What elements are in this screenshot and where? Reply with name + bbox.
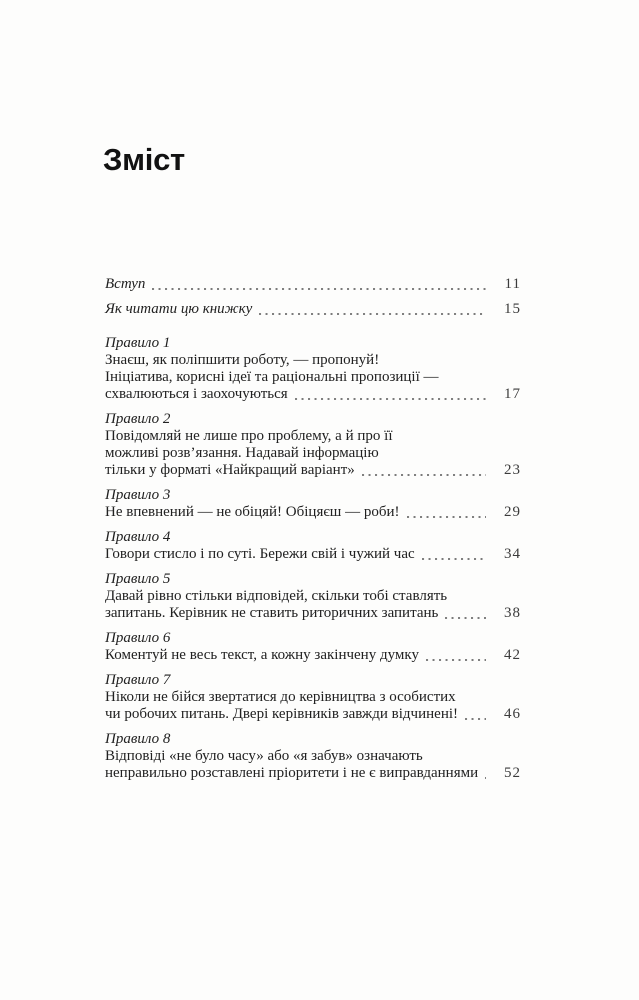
rule-description-line: Повідомляй не лише про проблему, а й про її	[105, 428, 393, 444]
toc-row	[105, 301, 521, 318]
rule-description-line: можливі розв’язання. Надавай інформацію	[105, 445, 379, 461]
page-number: 52	[504, 765, 521, 781]
toc-row	[105, 386, 521, 403]
rule-heading: Правило 5	[105, 571, 171, 587]
page-number: 17	[504, 386, 521, 402]
rule-description-line: Знаєш, як поліпшити роботу, — пропонуй!	[105, 352, 380, 368]
toc-entry-title: Як читати цю книжку	[105, 301, 253, 317]
toc-entry-rule-4	[105, 529, 521, 563]
toc-row	[105, 462, 521, 479]
rule-description-line: Ніколи не бійся звертатися до керівництва з особистих	[105, 689, 456, 705]
toc-entry-rule-2	[105, 411, 521, 479]
toc-row	[105, 706, 521, 723]
dot-leader	[438, 621, 491, 622]
page-number: 23	[504, 462, 521, 478]
rule-heading: Правило 8	[105, 731, 171, 747]
rule-description-line: запитань. Керівник не ставить риторичних запитань	[105, 605, 439, 621]
rule-description-line: Коментуй не весь текст, а кожну закінчену думку	[105, 647, 419, 663]
toc-entry-rule-5	[105, 571, 521, 622]
rule-description-line: Давай рівно стільки відповідей, скільки тобі ставлять	[105, 588, 448, 604]
toc-row	[105, 504, 521, 521]
rule-description-line: Не впевнений — не обіцяй! Обіцяєш — роби!	[105, 504, 400, 520]
toc-row	[105, 276, 521, 293]
toc-entry-vstup	[105, 276, 521, 293]
dot-leader	[478, 781, 491, 782]
rule-heading: Правило 6	[105, 630, 171, 646]
rule-heading: Правило 1	[105, 335, 171, 351]
dot-leader	[252, 317, 491, 318]
toc-entry-rule-8	[105, 731, 521, 782]
dot-leader	[288, 402, 491, 403]
rule-description-line: Відповіді «не було часу» або «я забув» означають	[105, 748, 423, 764]
rule-description-line: чи робочих питань. Двері керівників завжди відчинені!	[105, 706, 459, 722]
rule-description-line: неправильно розставлені пріоритети і не є виправданнями	[105, 765, 479, 781]
toc-row	[105, 647, 521, 664]
page-number: 46	[504, 706, 521, 722]
dot-leader	[355, 478, 491, 479]
dot-leader	[415, 562, 491, 563]
toc-entry-rule-6	[105, 630, 521, 664]
page-title: Зміст	[103, 142, 185, 177]
toc-row	[105, 765, 521, 782]
toc-entry-title: Вступ	[105, 276, 146, 292]
page-number: 34	[504, 546, 521, 562]
page-number: 38	[504, 605, 521, 621]
page-number: 15	[504, 301, 521, 317]
dot-leader	[419, 663, 491, 664]
rule-description-line: Говори стисло і по суті. Бережи свій і чужий час	[105, 546, 415, 562]
rule-description-line: тільки у форматі «Найкращий варіант»	[105, 462, 355, 478]
table-of-contents	[105, 276, 521, 790]
dot-leader	[400, 520, 492, 521]
toc-entry-how-to-read	[105, 301, 521, 318]
toc-entry-rule-3	[105, 487, 521, 521]
rule-description-line: схвалюються і заохочуються	[105, 386, 288, 402]
rule-heading: Правило 3	[105, 487, 171, 503]
toc-entry-rule-1	[105, 335, 521, 403]
toc-entry-rule-7	[105, 672, 521, 723]
rule-description-line: Ініціатива, корисні ідеї та раціональні пропозиції —	[105, 369, 439, 385]
rule-heading: Правило 2	[105, 411, 171, 427]
dot-leader	[458, 722, 491, 723]
page-number: 42	[504, 647, 521, 663]
toc-row	[105, 605, 521, 622]
page-number: 29	[504, 504, 521, 520]
page-number: 11	[504, 276, 521, 292]
rule-heading: Правило 7	[105, 672, 171, 688]
toc-row	[105, 546, 521, 563]
dot-leader	[145, 292, 491, 293]
rule-heading: Правило 4	[105, 529, 171, 545]
